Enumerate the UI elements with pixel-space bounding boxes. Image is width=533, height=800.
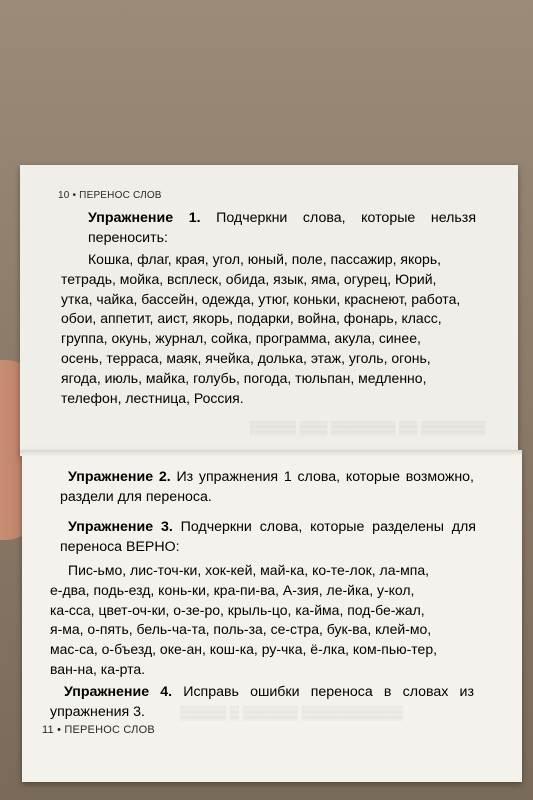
word-line: тетрадь, мойка, всплеск, обида, язык, яма, огурец, Юрий, [61, 270, 437, 287]
exercise-2-instruction [60, 468, 474, 507]
exercise-3-word-list [50, 561, 478, 680]
exercise-2-label: Упражнение 2. [68, 469, 171, 485]
exercise-3-instruction [60, 518, 476, 557]
word-line: обои, аппетит, аист, якорь, подарки, война, фонарь, класс, [61, 310, 442, 327]
word-line: я-ма, о-пять, бель-ча-та, поль-за, се-стра, бук-ва, клей-мо, [50, 621, 432, 638]
exercise-1-text: Подчеркни слова, которые нельзя переносить: [88, 210, 476, 246]
exercise-4-instruction [50, 683, 474, 722]
exercise-1-label: Упражнение 1. [88, 210, 201, 226]
word-line: утка, чайка, бассейн, одежда, утюг, коньки, краснеют, работа, [61, 290, 461, 307]
running-head-top: 10 • ПЕРЕНОС СЛОВ [58, 190, 162, 201]
word-line: мас-са, о-бъезд, оке-ан, кош-ка, ру-чка, ё-лка, ком-пью-тер, [50, 641, 438, 658]
word-line: ван-на, ка-рта. [50, 660, 146, 677]
exercise-4-text: Исправь ошибки переноса в словах из упражнения 3. [50, 684, 474, 720]
exercise-3-text: Подчеркни слова, которые разделены для переноса ВЕРНО: [60, 519, 476, 555]
exercise-1-word-list [61, 250, 477, 408]
show-through-text: ▒▒▒▒▒ ▒ ▒▒▒▒▒▒ ▒▒▒▒▒▒▒▒▒▒▒ [180, 705, 403, 720]
word-line: группа, окунь, журнал, сойка, программа, акула, синее, [61, 330, 421, 347]
exercise-2-text: Из упражнения 1 слова, которые возможно, раздели для переноса. [60, 469, 474, 505]
word-line: Кошка, флаг, края, угол, юный, поле, пассажир, якорь, [88, 251, 442, 267]
word-line: ка-сса, цвет-оч-ки, о-зе-ро, крыль-цо, ка-йма, под-бе-жал, [50, 601, 425, 618]
exercise-3-label: Упражнение 3. [68, 519, 173, 535]
word-line: е-два, подь-езд, конь-ки, кра-пи-ва, А-зия, ле-йка, у-кол, [50, 581, 415, 598]
word-line: осень, терраса, маяк, ячейка, долька, этаж, уголь, огонь, [61, 349, 431, 366]
exercise-1-instruction [88, 209, 476, 248]
page-fold [20, 450, 522, 456]
exercise-4-label: Упражнение 4. [64, 684, 173, 700]
running-head-bottom: 11 • ПЕРЕНОС СЛОВ [42, 724, 155, 736]
show-through-text: ▒▒▒▒▒ ▒▒▒ ▒▒▒▒▒▒▒ ▒▒ ▒▒▒▒▒▒▒ [250, 420, 486, 435]
word-line: Пис-ьмо, лис-точ-ки, хок-кей, май-ка, ко-те-лок, ла-мпа, [68, 562, 430, 578]
word-line: ягода, июль, майка, голубь, погода, тюльпан, медленно, [61, 369, 427, 386]
word-line: телефон, лестница, Россия. [61, 389, 244, 406]
